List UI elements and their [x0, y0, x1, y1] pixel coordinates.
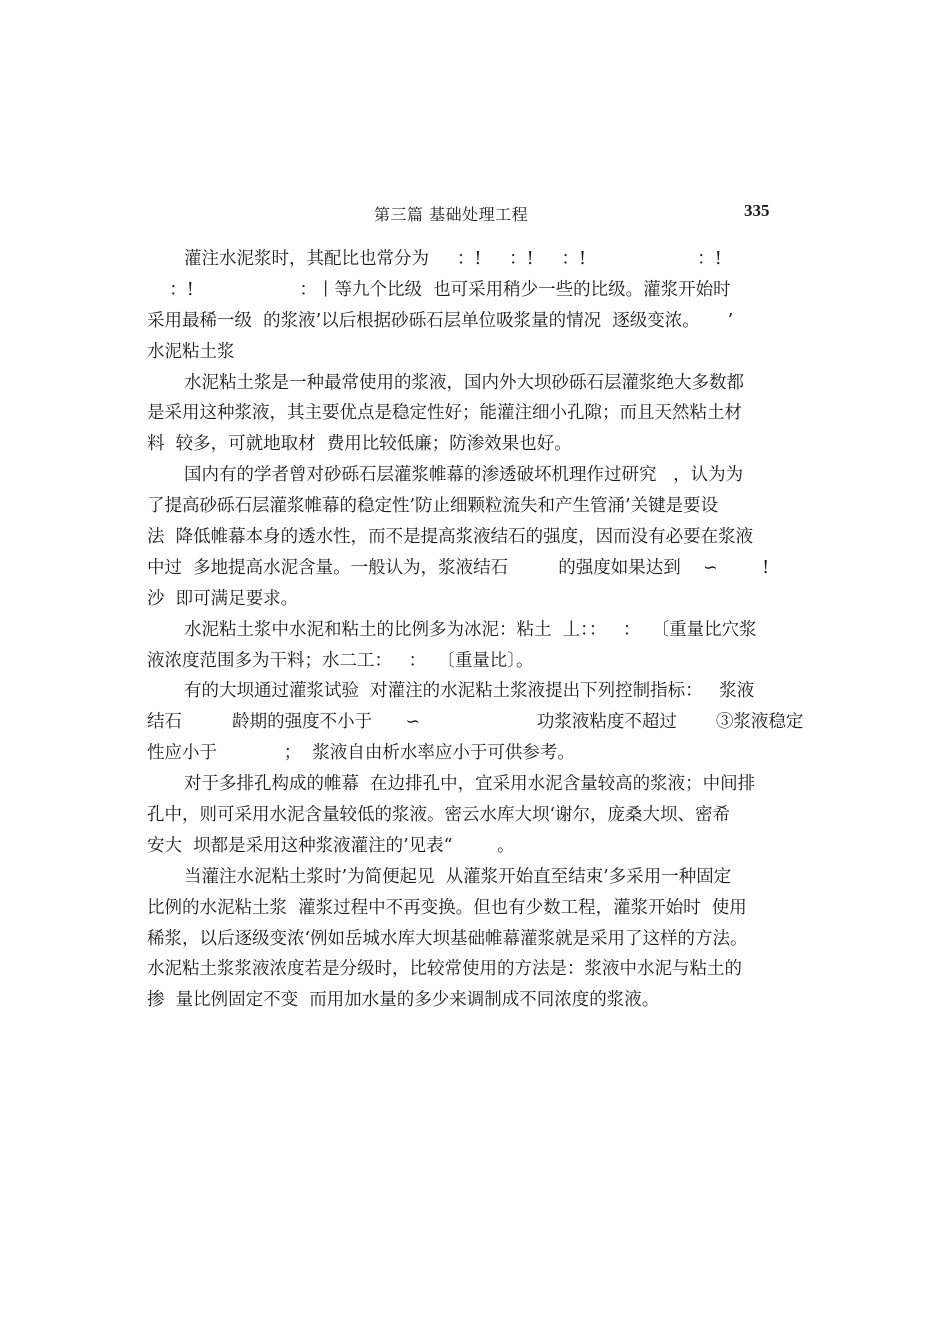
text-line: 了提高砂砾石层灌浆帷幕的稳定性’防止细颗粒流失和产生管涌’关键是要设: [147, 496, 719, 517]
text-line: 有的大坝通过灌浆试验 对灌注的水泥粘土浆液提出下列控制指标： 浆液: [184, 681, 755, 702]
text-line: 法 降低帷幕本身的透水性，而不是提高浆液结石的强度，因而没有必要在浆液: [147, 527, 754, 548]
text-line: 比例的水泥粘土浆 灌浆过程中不再变换。但也有少数工程，灌浆开始时 使用: [147, 897, 747, 918]
text-line: 对于多排孔构成的帷幕 在边排孔中，宜采用水泥含量较高的浆液；中间排: [184, 774, 756, 795]
text-line: ：! ：丨等九个比级 也可采用稍少一些的比级。灌浆开始时: [147, 279, 731, 300]
text-line: 结石 龄期的强度不小于 ∽ 功浆液粘度不超过 ③浆液稳定: [147, 712, 804, 733]
text-line: 液浓度范围多为干料；水二工： ： 〔重量比〕。: [147, 650, 534, 671]
text-line: 当灌注水泥粘土浆时’为简便起见 从灌浆开始直至结束’多采用一种固定: [184, 866, 732, 887]
page-number: 335: [744, 201, 770, 220]
body-text: [147, 244, 807, 1016]
text-line: 采用最稀一级 的浆液’以后根据砂砾石层单位吸浆量的情况 逐级变浓。 ’: [147, 310, 734, 331]
text-line: 孔中，则可采用水泥含量较低的浆液。密云水库大坝‘谢尔，庞桑大坝、密希: [147, 805, 731, 826]
text-line: 料 较多，可就地取材 费用比较低廉；防渗效果也好。: [147, 434, 572, 455]
text-line: 安大 坝都是采用这种浆液灌注的’见表“ 。: [147, 835, 515, 856]
text-line: 沙 即可满足要求。: [147, 588, 299, 609]
section-heading: 水泥粘土浆: [147, 341, 235, 362]
text-line: 性应小于 ； 浆液自由析水率应小于可供参考。: [147, 743, 575, 764]
text-line: 是采用这种浆液，其主要优点是稳定性好；能灌注细小孔隙；而且天然粘土材: [147, 403, 742, 424]
text-line: 水泥粘土浆中水泥和粘土的比例多为冰泥：粘土 丄：： ： 〔重量比穴浆: [184, 619, 757, 640]
text-line: 国内有的学者曾对砂砾石层灌浆帷幕的渗透破坏机理作过研究 ，认为为: [184, 465, 744, 486]
text-line: 水泥粘土浆是一种最常使用的浆液，国内外大坝砂砾石层灌浆绝大多数都: [184, 372, 744, 393]
text-line: 灌注水泥浆时，其配比也常分为 ：! ：! ：! ：!: [184, 249, 722, 269]
page-header: [0, 200, 950, 228]
chapter-title: 第三篇 基础处理工程: [374, 205, 529, 224]
text-line: 稀浆，以后逐级变浓‘例如岳城水库大坝基础帷幕灌浆就是采用了这样的方法。: [147, 928, 748, 949]
text-line: 中过 多地提高水泥含量。一般认为，浆液结石 的强度如果达到 ∽ !: [147, 557, 770, 578]
text-line: 水泥粘土浆浆液浓度若是分级时，比较常使用的方法是：浆液中水泥与粘土的: [147, 959, 742, 980]
text-line: 掺 量比例固定不变 而用加水量的多少来调制成不同浓度的浆液。: [147, 990, 660, 1011]
